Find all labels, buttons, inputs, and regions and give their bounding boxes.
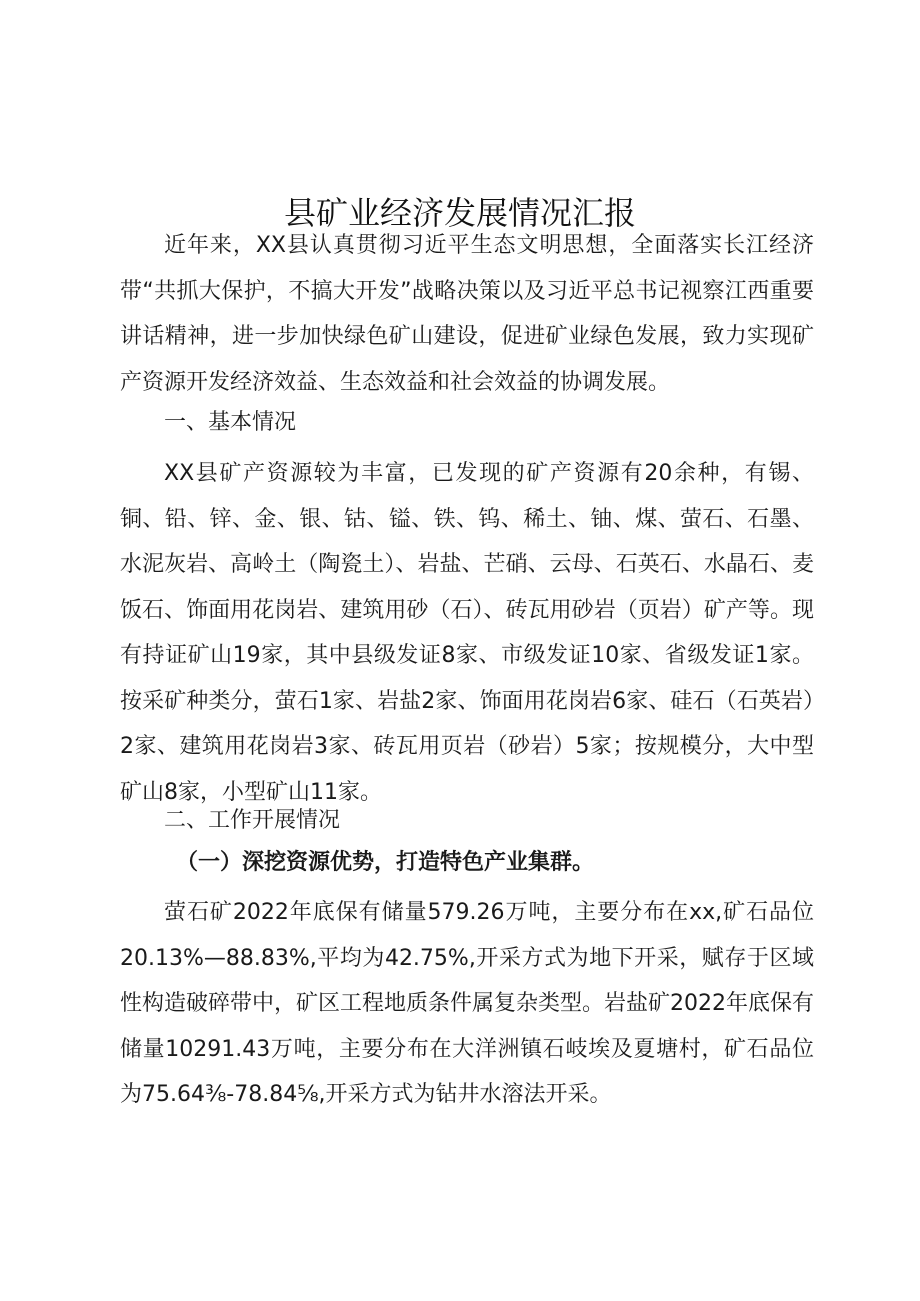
section-2-paragraph: 萤石矿2022年底保有储量579.26万吨，主要分布在xx,矿石品位20.13%—88.83%,平均为42.75%,开采方式为地下开采，赋存于区域性构造破碎带中，矿区工程地质条件属复杂类型。岩盐矿2022年底保有储量10291.43万吨，主要分布在大洋洲镇石岐埃及夏塘村，矿石品位为75.64⅜-78.84⅝,开采方式为钻井水溶法开采。 xyxy=(120,900,814,1107)
section-1-paragraph: XX县矿产资源较为丰富，已发现的矿产资源有20余种，有锡、铜、铅、锌、金、银、钴、镒、铁、钨、稀土、铀、煤、萤石、石墨、水泥灰岩、高岭土（陶瓷土）、岩盐、芒硝、云母、石英石、水晶石、麦饭石、饰面用花岗岩、建筑用砂（石）、砖瓦用砂岩（页岩）矿产等。现有持证矿山19家，其中县级发证8家、市级发证10家、省级发证1家。按采矿种类分，萤石1家、岩盐2家、饰面用花岗岩6家、硅石（石英岩）2家、建筑用花岗岩3家、砖瓦用页岩（砂岩）5家；按规模分，大中型矿山8家，小型矿山11家。 xyxy=(120,461,814,805)
section-2-heading: 二、工作开展情况 xyxy=(164,808,341,833)
section-1-heading: 一、基本情况 xyxy=(164,410,297,435)
intro-paragraph: 近年来，XX县认真贯彻习近平生态文明思想，全面落实长江经济带“共抓大保护，不搞大开发”战略决策以及习近平总书记视察江西重要讲话精神，进一步加快绿色矿山建设，促进矿业绿色发展，致力实现矿产资源开发经济效益、生态效益和社会效益的协调发展。 xyxy=(120,233,814,395)
page-title: 县矿业经济发展情况汇报 xyxy=(283,194,636,233)
section-2-subheading: （一）深挖资源优势，打造特色产业集群。 xyxy=(176,850,595,875)
